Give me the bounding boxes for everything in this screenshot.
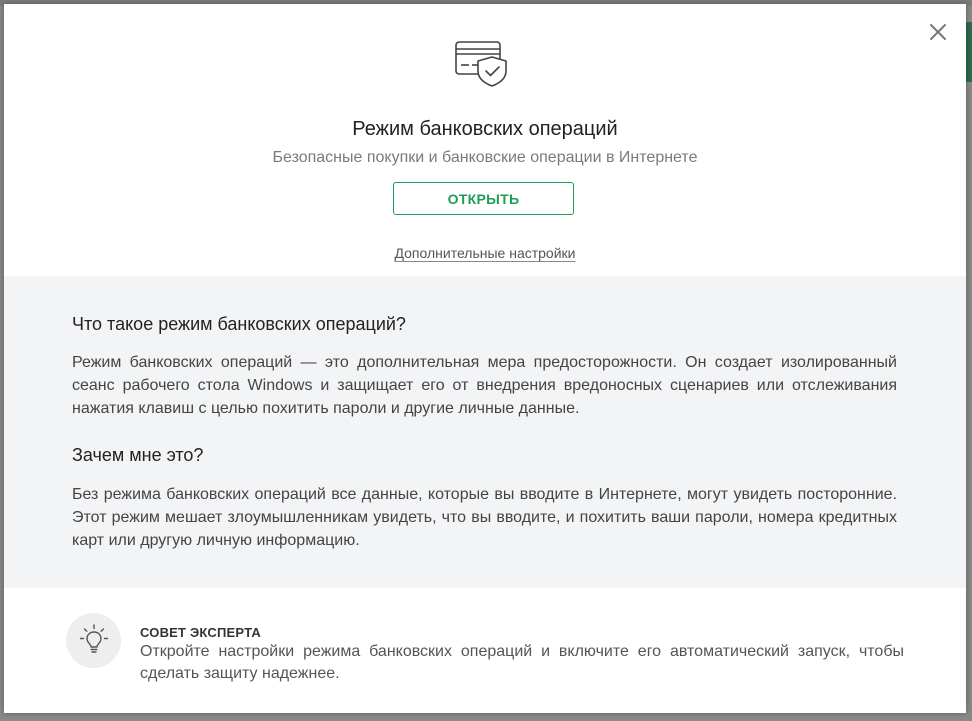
more-settings-link[interactable]: Дополнительные настройки xyxy=(394,245,576,261)
more-settings-row xyxy=(4,245,966,261)
bank-mode-dialog xyxy=(4,4,966,713)
question-why: Зачем мне это? xyxy=(72,445,204,465)
answer-what-is: Режим банковских операций — это дополнительная мера предосторожности. Он создает изолированный сеанс рабочего стола Windows и защищает его от внедрения вредоносных сценариев или отслеживания нажатия клавиш с целью похитить пароли и другие личные данные. xyxy=(72,354,897,417)
expert-tip xyxy=(4,588,966,713)
info-section xyxy=(4,276,966,588)
open-button[interactable]: ОТКРЫТЬ xyxy=(393,182,574,215)
expert-tip-label: СОВЕТ ЭКСПЕРТА xyxy=(140,625,262,640)
lightbulb-icon xyxy=(66,613,121,668)
dialog-subtitle: Безопасные покупки и банковские операции в Интернете xyxy=(272,149,698,166)
dialog-header xyxy=(4,4,966,276)
background-app-green-edge xyxy=(966,22,972,82)
dialog-title: Режим банковских операций xyxy=(352,118,618,140)
secure-card-shield-icon xyxy=(453,40,511,88)
question-what-is: Что такое режим банковских операций? xyxy=(72,314,406,334)
expert-tip-text: Откройте настройки режима банковских операций и включите его автоматический запуск, чтобы сделать защиту надежнее. xyxy=(140,643,904,682)
answer-why: Без режима банковских операций все данные, которые вы вводите в Интернете, могут увидеть посторонние. Этот режим мешает злоумышленникам увидеть, что вы вводите, и похитить ваши пароли, номера кредитных карт или другую личную информацию. xyxy=(72,486,897,549)
